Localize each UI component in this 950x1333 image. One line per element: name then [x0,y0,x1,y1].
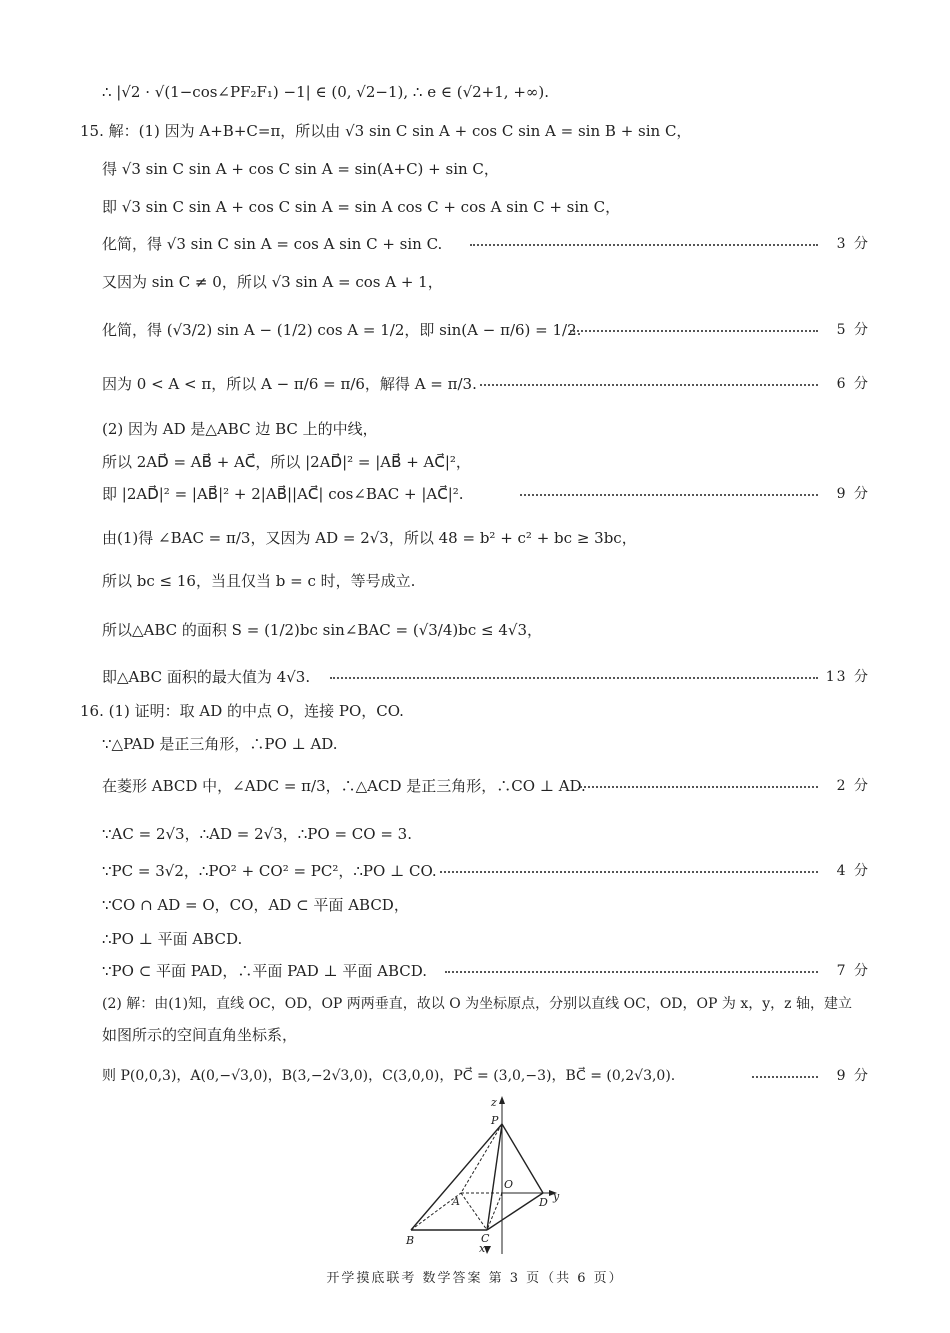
edge-PA [461,1124,502,1193]
score-label: 7 分 [836,963,870,979]
pyramid-figure [395,1094,575,1256]
line-text: 因为 0 < A < π，所以 A − π/6 = π/6，解得 A = π/3. [102,375,477,393]
line-1 [0,117,950,145]
label-y: y [553,1190,560,1203]
label-D: D [539,1196,548,1209]
line-21 [0,925,950,953]
line-25 [0,1062,950,1090]
line-11 [0,524,950,552]
line-text: 所以△ABC 的面积 S = (1/2)bc sin∠BAC = (√3/4)bc ≤ 4√3， [102,621,542,639]
line-text: ∴PO ⊥ 平面 ABCD. [102,930,243,948]
line-2 [0,155,950,183]
leader-dots [570,330,818,332]
line-12 [0,567,950,595]
line-text: 所以 bc ≤ 16，当且仅当 b = c 时，等号成立. [102,572,416,590]
line-16 [0,730,950,758]
line-text: 即△ABC 面积的最大值为 4√3. [102,668,311,686]
line-text: 在菱形 ABCD 中，∠ADC = π/3，∴△ACD 是正三角形，∴CO ⊥ AD. [102,777,586,795]
score-label: 9 分 [836,1068,870,1084]
label-z: z [491,1096,497,1109]
line-9 [0,448,950,476]
line-text: 化简，得 (√3/2) sin A − (1/2) cos A = 1/2，即 sin(A − π/6) = 1/2. [102,321,582,339]
line-text: 又因为 sin C ≠ 0，所以 √3 sin A = cos A + 1， [102,273,443,291]
score-label: 2 分 [836,778,870,794]
label-P: P [491,1114,499,1127]
line-23 [0,990,950,1018]
line-text: 由(1)得 ∠BAC = π/3，又因为 AD = 2√3，所以 48 = b² + c² + bc ≥ 3bc， [102,529,637,547]
score-label: 6 分 [836,376,870,392]
line-text: 所以 2AD⃗ = AB⃗ + AC⃗，所以 |2AD⃗|² = |AB⃗ + AC⃗|²， [102,453,471,471]
line-5 [0,268,950,296]
line-20 [0,891,950,919]
line-3 [0,193,950,221]
line-19 [0,857,950,885]
line-6 [0,316,950,344]
line-text: 即 √3 sin C sin A + cos C sin A = sin A cos C + cos A sin C + sin C， [102,198,621,216]
leader-dots [470,244,818,246]
line-text: ∵PC = 3√2，∴PO² + CO² = PC²，∴PO ⊥ CO. [102,862,437,880]
line-text: 即 |2AD⃗|² = |AB⃗|² + 2|AB⃗||AC⃗| cos∠BAC + |AC⃗|². [102,485,464,503]
line-7 [0,370,950,398]
line-text: ∵CO ∩ AD = O，CO，AD ⊂ 平面 ABCD， [102,896,409,914]
leader-dots [580,786,818,788]
label-O: O [504,1178,514,1191]
line-text: 16. (1) 证明：取 AD 的中点 O，连接 PO，CO. [80,702,404,720]
score-label: 5 分 [836,322,870,338]
label-x: x [479,1242,486,1255]
score-label: 9 分 [836,486,870,502]
line-17 [0,772,950,800]
edge-PB [411,1124,502,1230]
line-0 [0,78,950,106]
line-text: ∵PO ⊂ 平面 PAD，∴平面 PAD ⊥ 平面 ABCD. [102,962,428,980]
line-8 [0,415,950,443]
line-text: ∴ |√2 · √(1−cos∠PF₂F₁) −1| ∈ (0, √2−1), ∴ e ∈ (√2+1, +∞). [102,83,549,101]
line-text: 化简，得 √3 sin C sin A = cos A sin C + sin C. [102,235,443,253]
score-label: 3 分 [836,236,870,252]
leader-dots [480,384,818,386]
line-13 [0,616,950,644]
line-text: (2) 解：由(1)知，直线 OC，OD，OP 两两垂直，故以 O 为坐标原点，分别以直线 OC，OD，OP 为 x，y，z 轴，建立 [102,996,852,1012]
page-footer: 开学摸底联考 数学答案 第 3 页（共 6 页） [326,1271,624,1286]
z-axis-arrow [499,1096,505,1104]
score-label: 4 分 [836,863,870,879]
line-text: ∵△PAD 是正三角形，∴PO ⊥ AD. [102,735,338,753]
leader-dots [520,494,818,496]
leader-dots [440,871,818,873]
edge-AC [461,1193,487,1230]
line-text: ∵AC = 2√3，∴AD = 2√3，∴PO = CO = 3. [102,825,412,843]
label-C: C [481,1232,490,1245]
edge-CD [487,1193,543,1230]
leader-dots [330,677,818,679]
line-24 [0,1021,950,1049]
label-B: B [406,1234,415,1247]
line-10 [0,480,950,508]
leader-dots [752,1076,818,1078]
score-label: 13 分 [825,669,870,685]
line-18 [0,820,950,848]
line-text: 则 P(0,0,3)，A(0,−√3,0)，B(3,−2√3,0)，C(3,0,0)，PC⃗ = (3,0,−3)，BC⃗ = (0,2√3,0). [102,1068,676,1084]
line-14 [0,663,950,691]
line-text: 如图所示的空间直角坐标系， [102,1026,298,1044]
line-15 [0,697,950,725]
line-text: (2) 因为 AD 是△ABC 边 BC 上的中线， [102,420,378,438]
line-text: 得 √3 sin C sin A + cos C sin A = sin(A+C) + sin C， [102,160,499,178]
line-text: 15. 解：(1) 因为 A+B+C=π，所以由 √3 sin C sin A + cos C sin A = sin B + sin C， [80,122,692,140]
leader-dots [445,971,818,973]
line-4 [0,230,950,258]
line-22 [0,957,950,985]
label-A: A [452,1195,460,1208]
